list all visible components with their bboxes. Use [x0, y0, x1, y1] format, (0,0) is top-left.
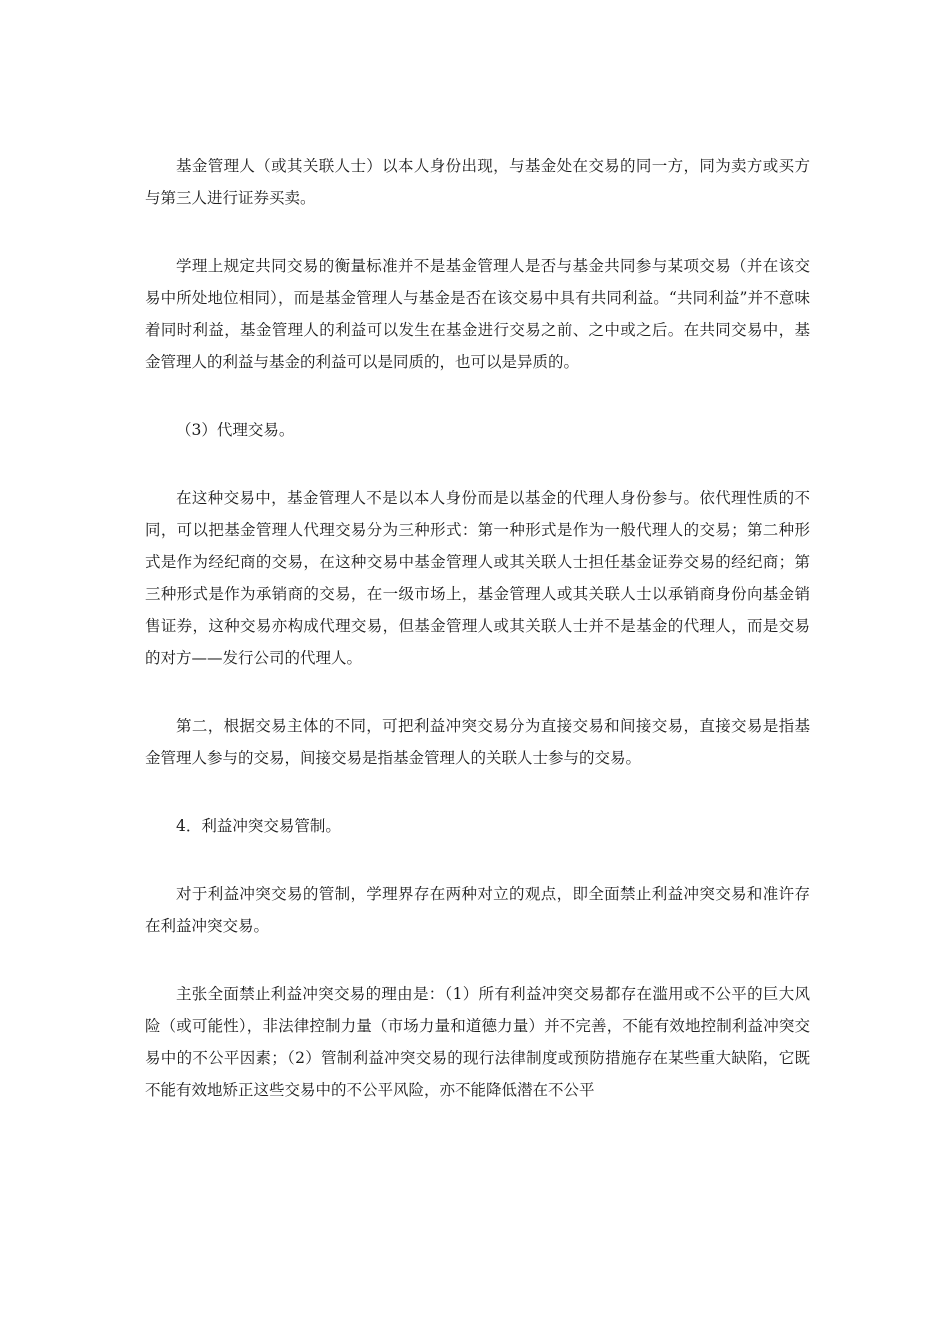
- paragraph-direct-indirect-trade: 第二，根据交易主体的不同，可把利益冲突交易分为直接交易和间接交易，直接交易是指基金管理人参与的交易，间接交易是指基金管理人的关联人士参与的交易。: [145, 717, 810, 767]
- paragraph-prohibition-reasons: 主张全面禁止利益冲突交易的理由是：（1）所有利益冲突交易都存在滥用或不公平的巨大风险（或可能性），非法律控制力量（市场力量和道德力量）并不完善，不能有效地控制利益冲突交易中的不公平因素；（2）管制利益冲突交易的现行法律制度或预防措施存在某些重大缺陷，它既不能有效地矫正这些交易中的不公平风险，亦不能降低潜在不公平: [145, 985, 810, 1099]
- document-page: [145, 150, 810, 1142]
- section-heading-conflict-regulation: 4．利益冲突交易管制。: [176, 817, 341, 835]
- paragraph-agency-trade-forms: 在这种交易中，基金管理人不是以本人身份而是以基金的代理人身份参与。依代理性质的不同，可以把基金管理人代理交易分为三种形式：第一种形式是作为一般代理人的交易；第二种形式是作为经纪商的交易，在这种交易中基金管理人或其关联人士担任基金证券交易的经纪商；第三种形式是作为承销商的交易，在一级市场上，基金管理人或其关联人士以承销商身份向基金销售证券，这种交易亦构成代理交易，但基金管理人或其关联人士并不是基金的代理人，而是交易的对方——发行公司的代理人。: [145, 489, 810, 667]
- paragraph-joint-trade-theory: 学理上规定共同交易的衡量标准并不是基金管理人是否与基金共同参与某项交易（并在该交易中所处地位相同），而是基金管理人与基金是否在该交易中具有共同利益。“共同利益”并不意味着同时利益，基金管理人的利益可以发生在基金进行交易之前、之中或之后。在共同交易中，基金管理人的利益与基金的利益可以是同质的，也可以是异质的。: [145, 257, 810, 371]
- paragraph-regulation-views: 对于利益冲突交易的管制，学理界存在两种对立的观点，即全面禁止利益冲突交易和准许存在利益冲突交易。: [145, 885, 810, 935]
- paragraph-agency-trade-heading: （3）代理交易。: [176, 421, 295, 439]
- paragraph-joint-trade-definition: 基金管理人（或其关联人士）以本人身份出现，与基金处在交易的同一方，同为卖方或买方与第三人进行证券买卖。: [145, 157, 810, 207]
